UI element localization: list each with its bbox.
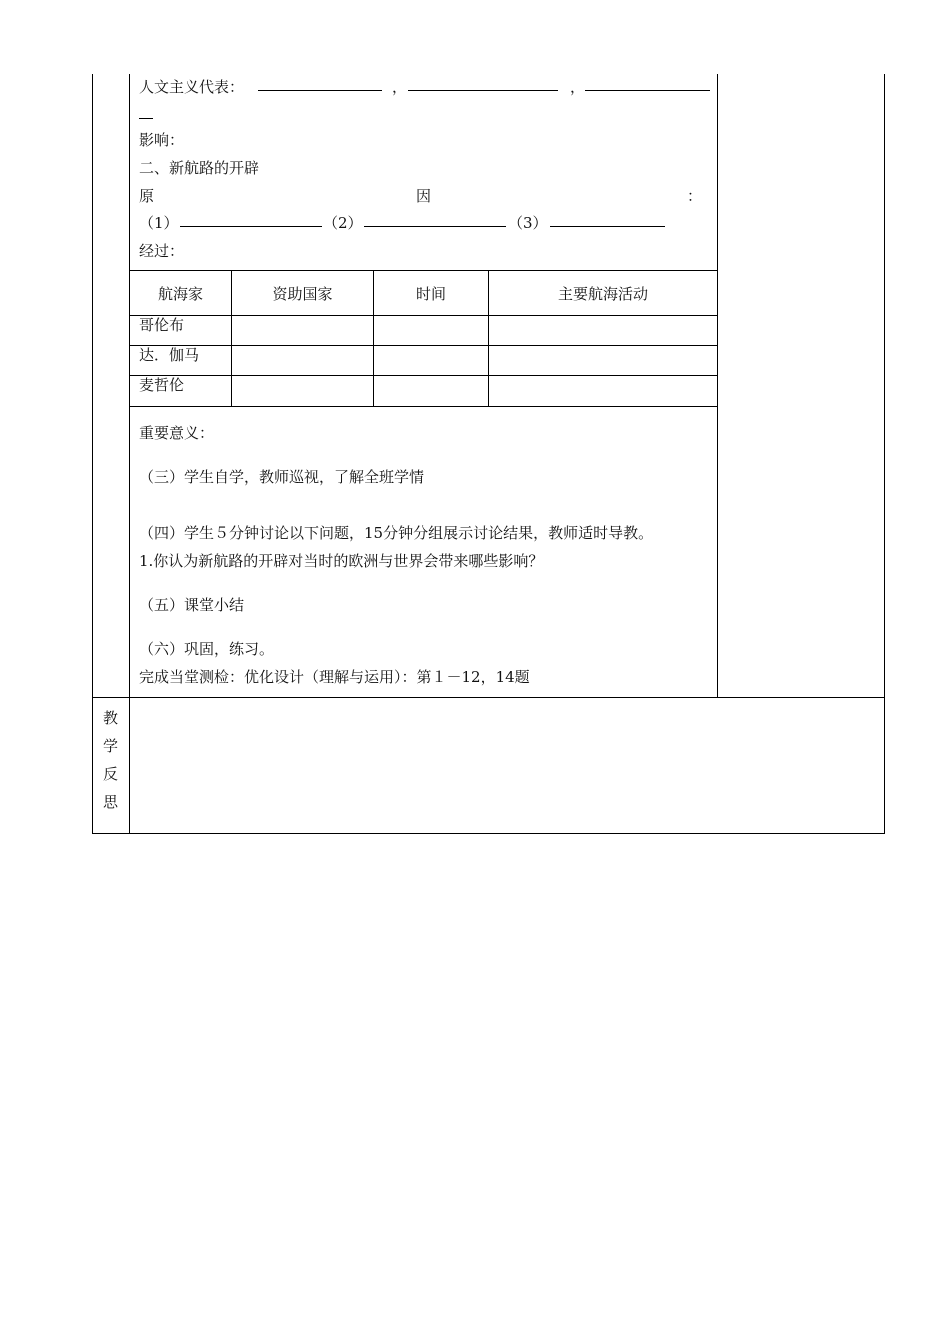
reason-char-3: ： [687,187,703,205]
table-line-row2-bottom [130,375,718,376]
humanism-blank-1[interactable] [258,80,382,91]
table-line-bottom [130,406,718,407]
humanism-blank-3-wrap[interactable] [139,108,153,119]
reason-item-1: （1） [139,214,179,232]
reason-char-2: 因 [416,187,432,205]
step-three: （三）学生自学，教师巡视，了解全班学情 [139,468,425,486]
reason-item-3: （3） [508,214,548,232]
humanism-blank-2[interactable] [408,80,558,91]
process-label: 经过： [139,242,185,260]
humanism-comma-1: ， [392,78,408,96]
table-row-navigator-1: 哥伦布 [139,316,185,334]
table-row-navigator-2: 达．伽马 [139,346,200,364]
notes-column-divider [717,74,718,698]
table-row-navigator-3: 麦哲伦 [139,376,185,394]
reflection-char-4: 思 [103,793,119,811]
homework-line: 完成当堂测检：优化设计（理解与运用）：第１－12，14题 [139,668,530,686]
step-six: （六）巩固，练习。 [139,640,275,658]
table-header-sponsor: 资助国家 [272,285,333,303]
humanism-label: 人文主义代表： [139,78,245,96]
reflection-char-3: 反 [103,765,119,783]
new-route-heading: 二、新航路的开辟 [139,159,260,177]
outer-left-border [92,74,93,834]
influence-label: 影响： [139,131,185,149]
step-five: （五）课堂小结 [139,596,245,614]
table-header-activity: 主要航海活动 [557,285,648,303]
label-column-divider [129,74,130,834]
reason-char-1: 原 [139,187,155,205]
reason-item-2: （2） [323,214,363,232]
outer-right-border [884,74,885,834]
humanism-comma-2: ， [570,78,586,96]
outer-bottom-border [92,833,885,834]
table-line-row1-bottom [130,345,718,346]
reflection-char-2: 学 [103,737,119,755]
reason-blank-2[interactable] [364,216,506,227]
table-line-top [130,270,718,271]
reflection-row-divider [92,697,885,698]
question-one: 1.你认为新航路的开辟对当时的欧洲与世界会带来哪些影响？ [139,552,544,570]
reflection-char-1: 教 [103,709,119,727]
humanism-blank-3[interactable] [585,80,710,91]
reason-blank-3[interactable] [550,216,665,227]
significance-label: 重要意义： [139,424,215,442]
table-line-header-bottom [130,315,718,316]
step-four: （四）学生５分钟讨论以下问题，15分钟分组展示讨论结果，教师适时导教。 [139,524,654,542]
reason-blank-1[interactable] [180,216,322,227]
table-header-time: 时间 [415,285,446,303]
table-header-navigator: 航海家 [157,285,203,303]
